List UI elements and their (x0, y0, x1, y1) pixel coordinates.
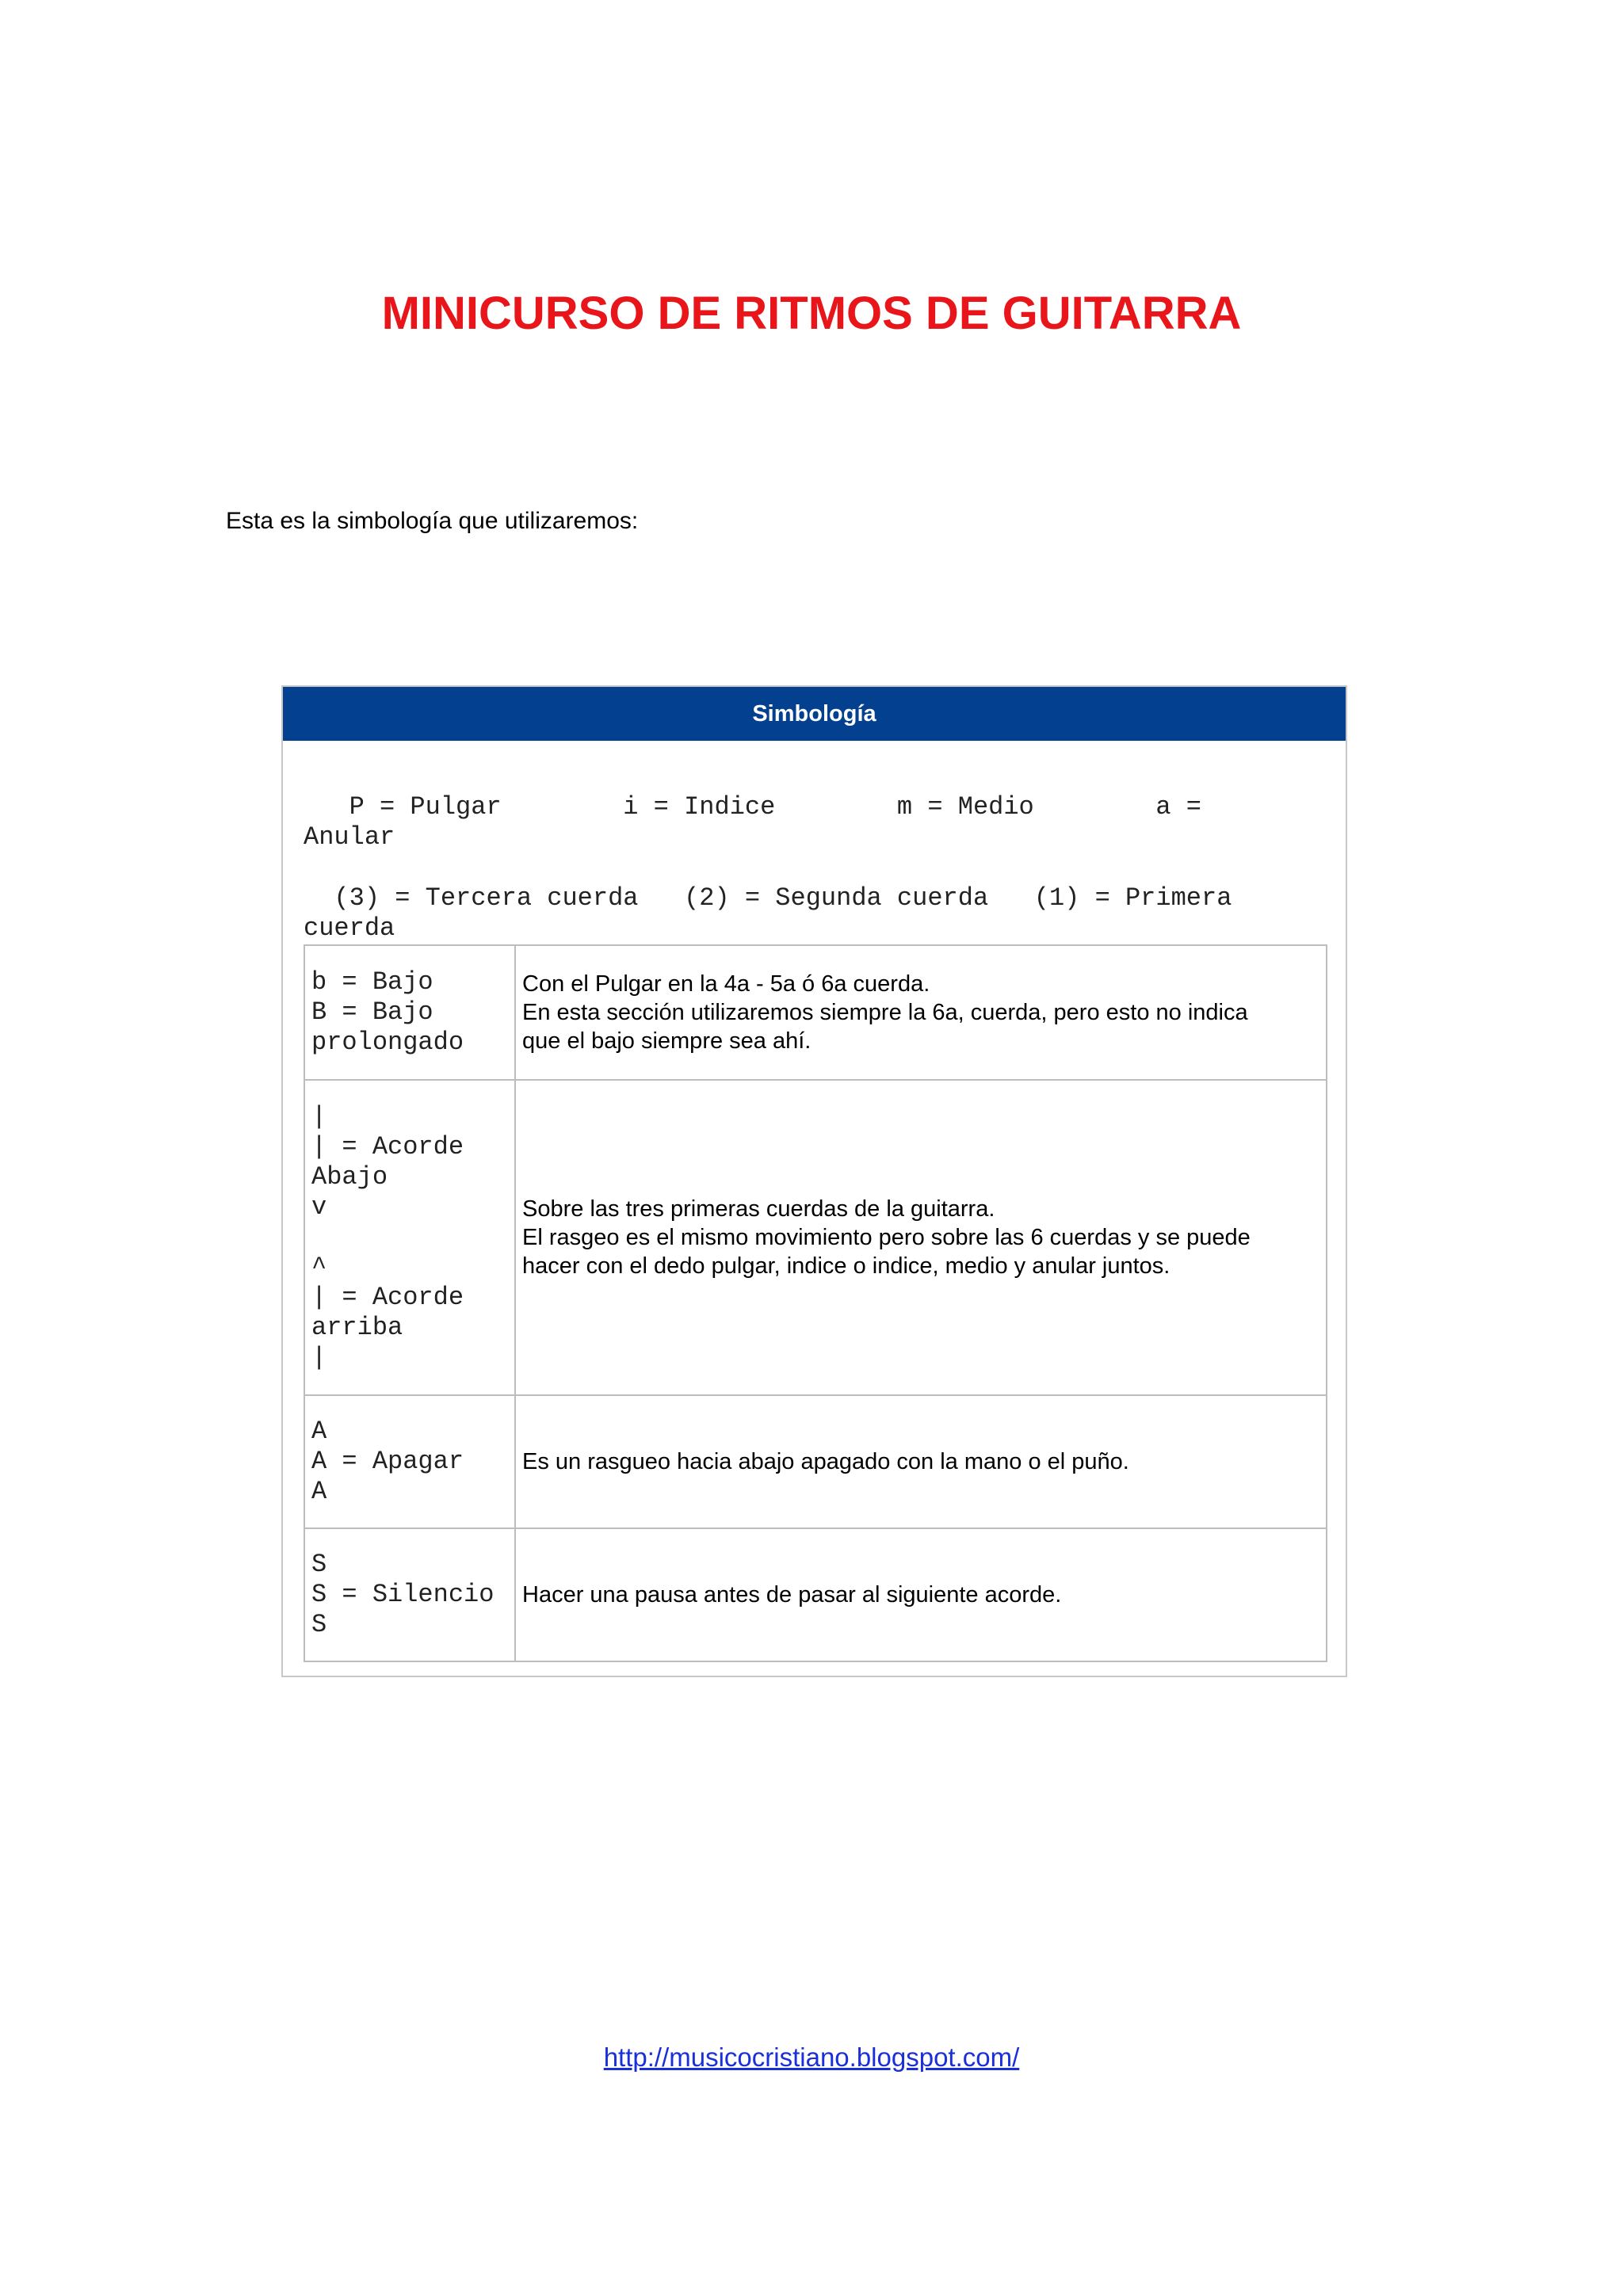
panel-header: Simbología (283, 687, 1346, 741)
symbol-table (304, 944, 1327, 1662)
description-line: En esta sección utilizaremos siempre la 6a, cuerda, pero esto no indica (522, 1000, 1248, 1025)
table-row (304, 945, 1327, 1080)
table-row (304, 1395, 1327, 1528)
description-line: hacer con el dedo pulgar, indice o indice, medio y anular juntos. (522, 1253, 1170, 1279)
description-line: Sobre las tres primeras cuerdas de la guitarra. (522, 1196, 995, 1222)
description-line: Es un rasgueo hacia abajo apagado con la mano o el puño. (522, 1449, 1129, 1474)
description-cell (515, 1528, 1327, 1661)
description-cell (515, 945, 1327, 1080)
symbol-cell: A A = Apagar A (304, 1395, 515, 1528)
description-line: que el bajo siempre sea ahí. (522, 1028, 812, 1054)
string-legend: (3) = Tercera cuerda (2) = Segunda cuerda (1) = Primera cuerda (304, 883, 1232, 943)
table-row (304, 1080, 1327, 1395)
symbol-cell: | | = Acorde Abajo v ^ | = Acorde arriba | (304, 1080, 515, 1395)
finger-legend: P = Pulgar i = Indice m = Medio a = Anular (304, 792, 1201, 852)
description-line: Hacer una pausa antes de pasar al siguiente acorde. (522, 1582, 1062, 1608)
intro-text: Esta es la simbología que utilizaremos: (226, 508, 639, 534)
description-cell (515, 1080, 1327, 1395)
footer-link[interactable]: http://musicocristiano.blogspot.com/ (603, 2042, 1020, 2072)
symbology-panel (281, 685, 1347, 1677)
description-cell (515, 1395, 1327, 1528)
page-title: MINICURSO DE RITMOS DE GUITARRA (381, 288, 1242, 339)
symbol-cell: b = Bajo B = Bajo prolongado (304, 945, 515, 1080)
description-line: El rasgeo es el mismo movimiento pero sobre las 6 cuerdas y se puede (522, 1225, 1251, 1250)
description-line: Con el Pulgar en la 4a - 5a ó 6a cuerda. (522, 971, 930, 997)
table-row (304, 1528, 1327, 1661)
symbol-cell: S S = Silencio S (304, 1528, 515, 1661)
